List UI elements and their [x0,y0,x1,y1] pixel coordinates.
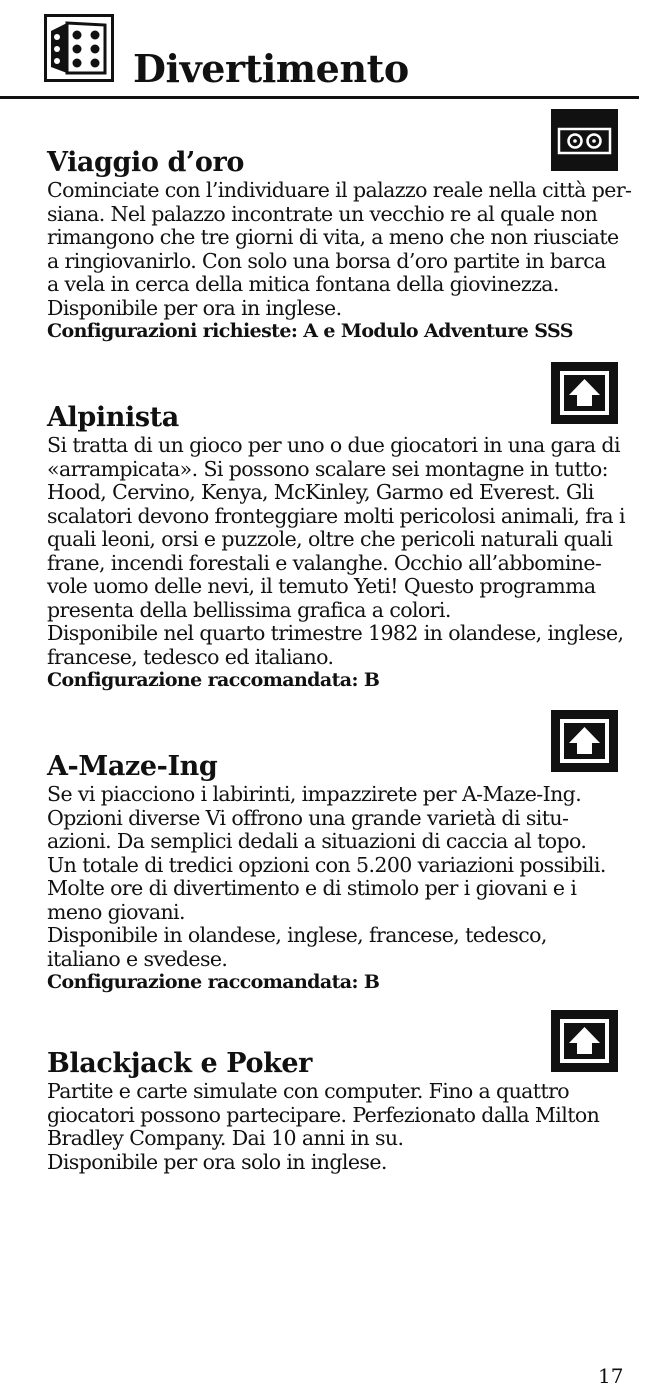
description-line: Un totale di tredici opzioni con 5.200 variazioni possibili. [47,852,606,877]
description-line: meno giovani. [47,899,185,924]
description-line: quali leoni, orsi e puzzole, oltre che pericoli naturali quali [47,527,613,551]
page-title: Divertimento [133,46,409,91]
page-number: 17 [598,1364,624,1388]
game-config: Configurazioni richieste: A e Modulo Adventure SSS [47,320,573,342]
game-config: Configurazione raccomandata: B [47,971,380,993]
description-line: presenta della bellissima grafica a colori. [47,597,451,622]
game-title: Viaggio d’oro [47,147,244,178]
description-line: Disponibile per ora in inglese. [47,295,342,320]
description-line: «arrampicata». Si possono scalare sei montagne in tutto: [47,456,608,481]
description-line: Molte ore di divertimento e di stimolo per i giovani e i [47,876,577,900]
description-line: Bradley Company. Dai 10 anni in su. [47,1126,404,1150]
description-line: Disponibile nel quarto trimestre 1982 in olandese, inglese, [47,621,624,645]
description-line: Se vi piacciono i labirinti, impazzirete per A-Maze-Ing. [47,782,582,806]
game-entry-alpinista [47,401,625,693]
game-title: Blackjack e Poker [47,1048,313,1079]
game-description [47,1080,622,1174]
game-title: A-Maze-Ing [47,751,218,782]
description-line: francese, tedesco ed italiano. [47,644,334,669]
description-line: frane, incendi forestali e valanghe. Occhio all’abbomine- [47,550,602,575]
header-divider [0,96,639,99]
description-line: Cominciate con l’individuare il palazzo reale nella città per- [47,178,632,202]
game-title: Alpinista [47,402,179,433]
description-line: Disponibile per ora solo in inglese. [47,1149,387,1174]
page-header [0,0,647,100]
description-line: azioni. Da semplici dedali a situazioni di caccia al topo. [47,829,587,853]
description-line: vole uomo delle nevi, il temuto Yeti! Questo programma [47,574,596,598]
game-entry-a-maze-ing [47,750,622,995]
description-line: scalatori devono fronteggiare molti pericolosi animali, fra i [47,503,625,528]
game-entry-viaggio-doro [47,146,632,344]
dice-icon [44,14,114,82]
game-description [47,433,625,669]
game-description [47,783,622,971]
description-line: rimangono che tre giorni di vita, a meno che non riusciate [47,225,619,249]
description-line: a ringiovanirlo. Con solo una borsa d’oro partite in barca [47,248,606,273]
description-line: Partite e carte simulate con computer. Fino a quattro [47,1079,570,1103]
description-line: Disponibile in olandese, inglese, francese, tedesco, [47,923,547,947]
description-line: a vela in cerca della mitica fontana della giovinezza. [47,272,559,296]
game-config: Configurazione raccomandata: B [47,669,380,691]
description-line: italiano e svedese. [47,946,228,971]
game-entry-blackjack-e-poker [47,1047,622,1174]
description-line: Si tratta di un gioco per uno o due giocatori in una gara di [47,433,620,457]
description-line: giocatori possono partecipare. Perfezionato dalla Milton [47,1102,600,1127]
description-line: siana. Nel palazzo incontrate un vecchio re al quale non [47,201,598,226]
description-line: Hood, Cervino, Kenya, McKinley, Garmo ed Everest. Gli [47,480,594,504]
game-description [47,178,632,320]
description-line: Opzioni diverse Vi offrono una grande varietà di situ- [47,805,569,830]
